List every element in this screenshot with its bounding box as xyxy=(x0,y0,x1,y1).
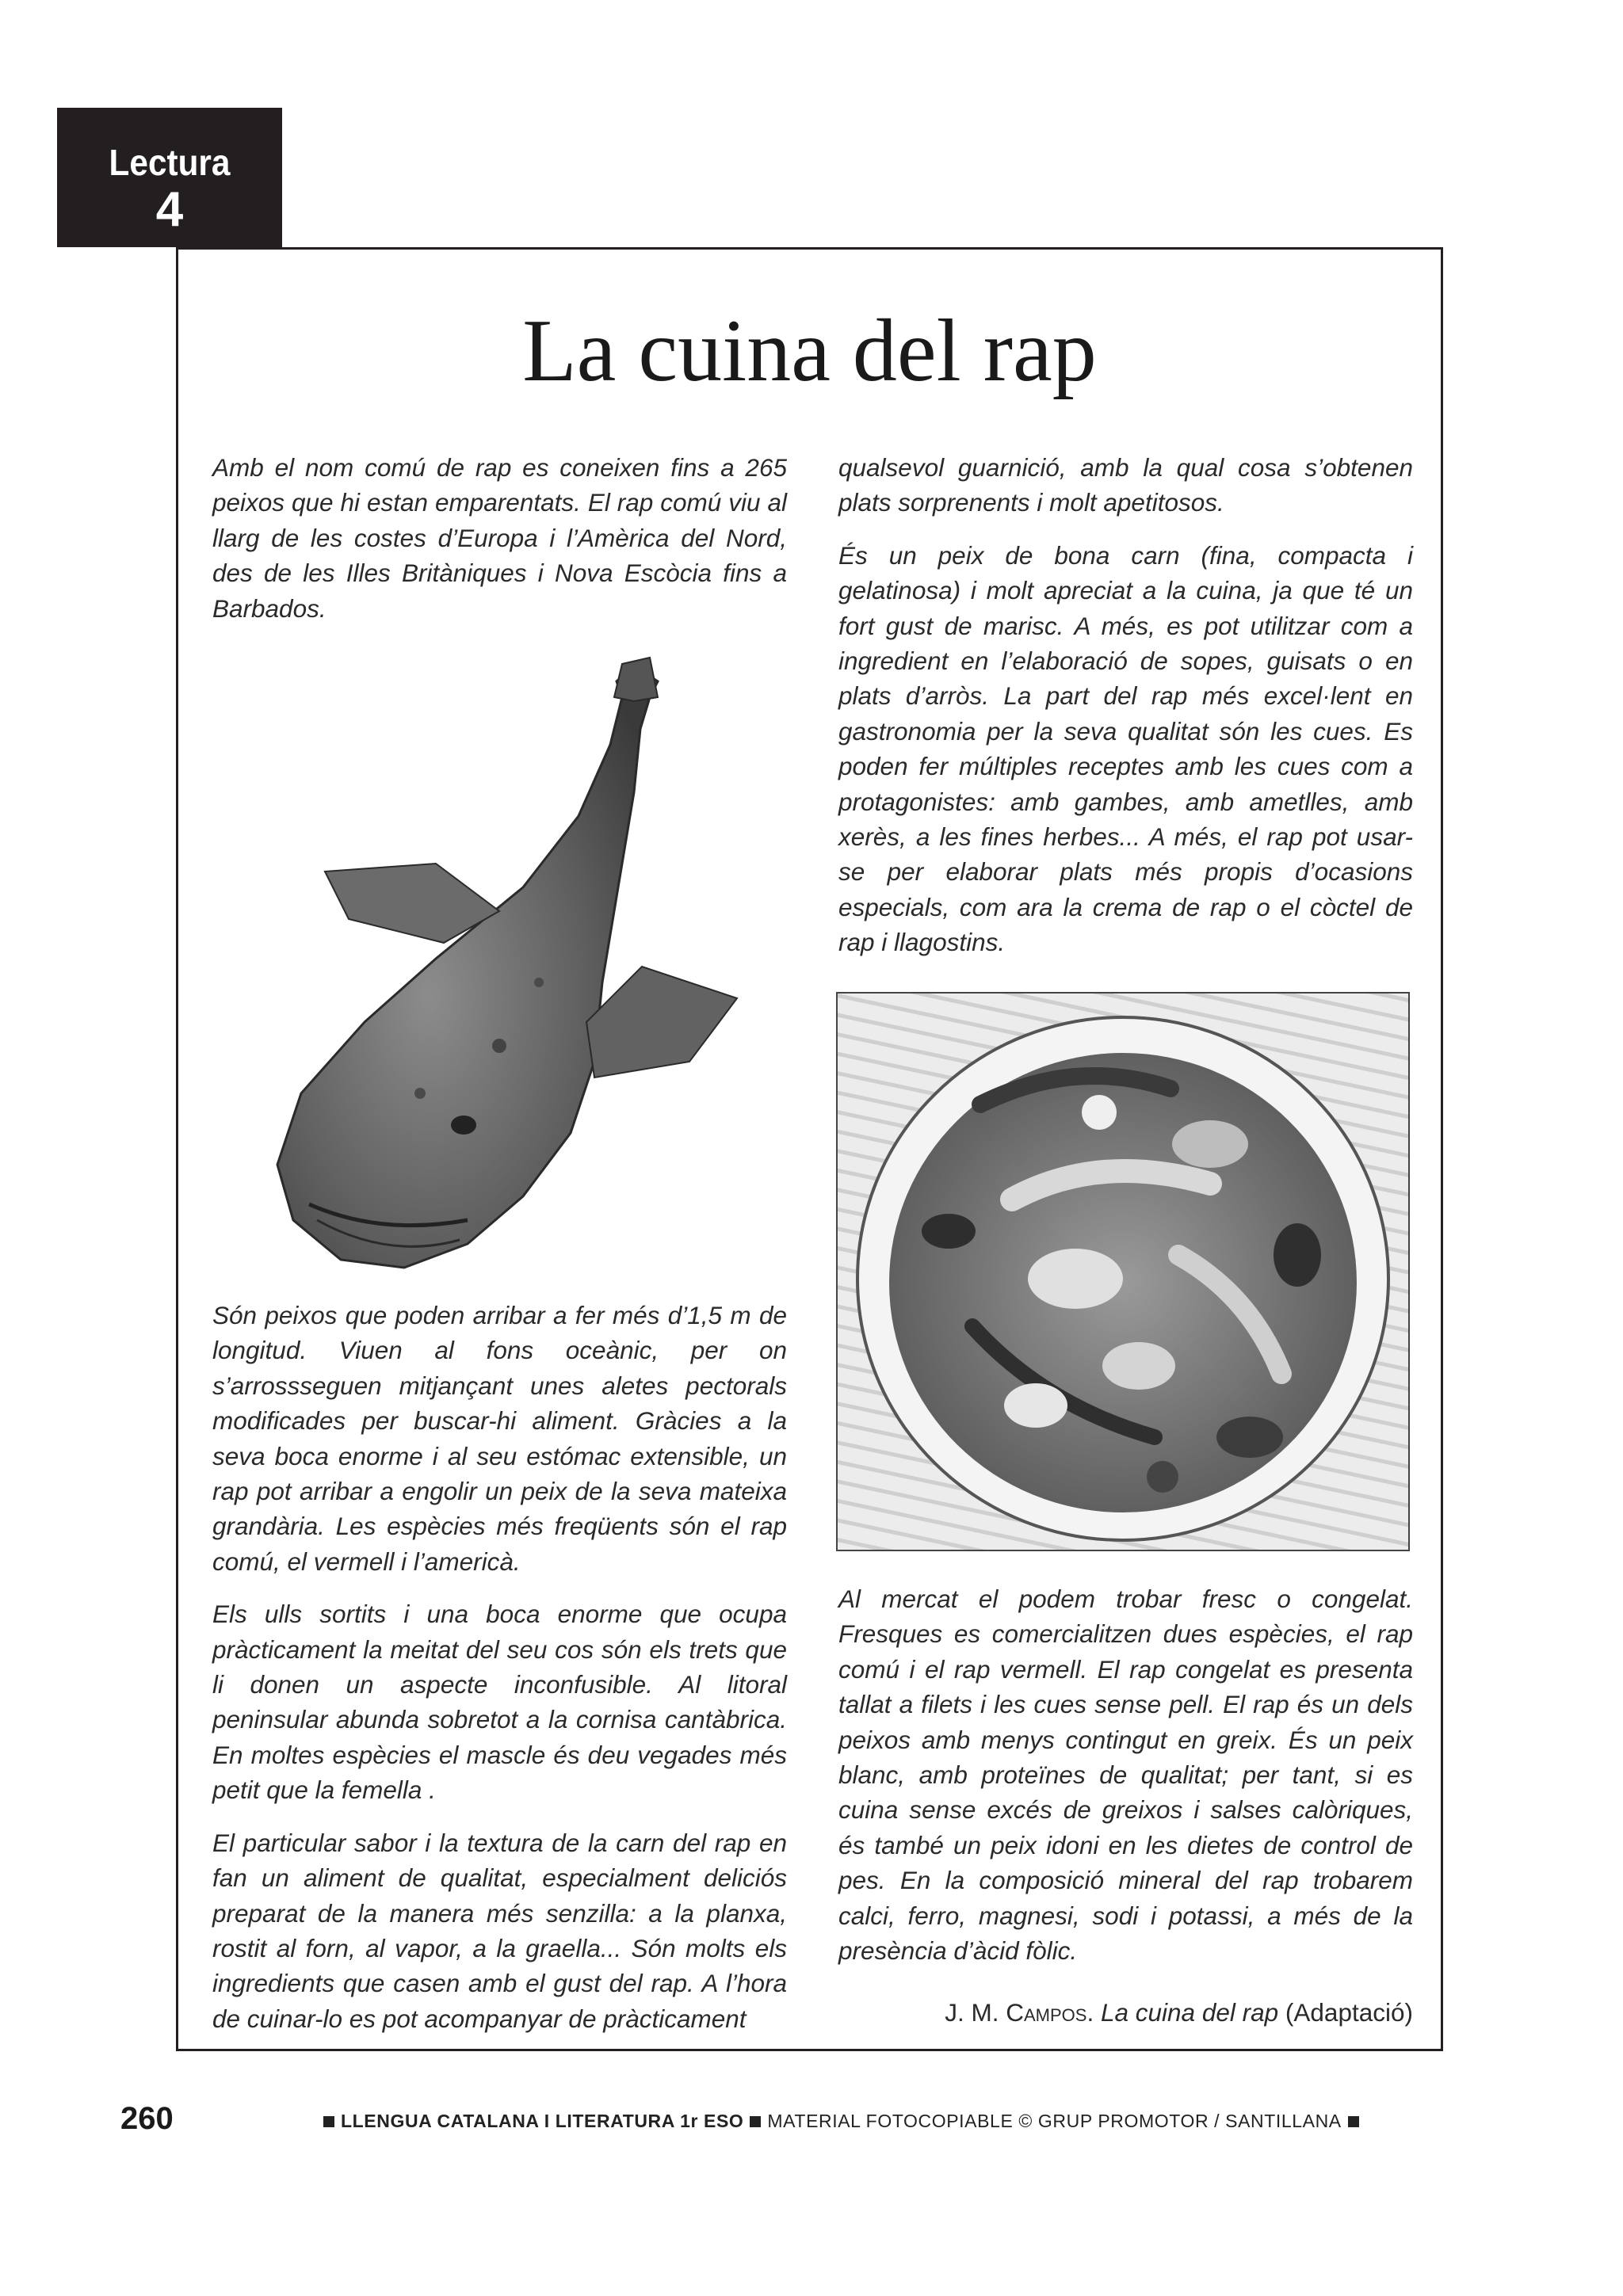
right-column-top xyxy=(838,450,1413,978)
right-column-bottom xyxy=(838,1581,1413,1985)
square-bullet-icon xyxy=(1348,2116,1359,2127)
page-title: La cuina del rap xyxy=(522,302,1097,400)
paragraph-intro: Amb el nom comú de rap es coneixen fins a 265 peixos que hi estan emparentats. El rap comú viu al llarg de les costes d’Europa i l’Amèrica del Nord, des de les Illes Britàniques i Nova Escòcia fins a Barbados. xyxy=(212,453,787,623)
footer-line xyxy=(317,2111,1365,2132)
left-column-top xyxy=(212,450,787,643)
attribution: J. M. Campos. La cuina del rap (Adaptació) xyxy=(945,1998,1413,2027)
adaptation-note: (Adaptació) xyxy=(1285,1998,1413,2027)
paragraph-garnish: qualsevol guarnició, amb la qual cosa s’obtenen plats sorprenents i molt apetitosos. xyxy=(838,453,1413,517)
section-number: 4 xyxy=(155,182,184,237)
page-number: 260 xyxy=(120,2101,174,2136)
paragraph-recipes: És un peix de bona carn (fina, compacta i gelatinosa) i molt apreciat a la cuina, ja que té un fort gust de marisc. A més, es pot utilitzar com a ingredient en l’elaboració de sopes, guisats o en plats d’arròs. La part del rap més excel·lent en gastronomia per la seva qualitat són les cues. Es poden fer múltiples receptes amb les cues com a protagonistes: amb gambes, amb ametlles, amb xerès, a les fines herbes... A més, el rap pot usar-se per elaborar plats més propis d’ocasions especials, com ara la crema de rap o el còctel de rap i llagostins. xyxy=(838,540,1413,957)
author-surname: Campos xyxy=(1006,1998,1087,2027)
seafood-dish-photo xyxy=(836,992,1410,1551)
left-column-bottom xyxy=(212,1298,787,2054)
paragraph-size: Són peixos que poden arribar a fer més d’1,5 m de longitud. Viuen al fons oceànic, per on s’arrossseguen mitjançant unes aletes pectorals modificades per buscar-hi aliment. Gràcies a la seva boca enorme i al seu estómac extensible, un rap pot arribar a engolir un peix de la seva mateixa grandària. Les espècies més freqüents són el rap comú, el vermell i l’americà. xyxy=(212,1301,787,1576)
paragraph-market: Al mercat el podem trobar fresc o congelat. Fresques es comercialitzen dues espècies, el rap comú i el rap vermell. El rap congelat es presenta tallat a filets i les cues sense pell. El rap és un dels peixos amb menys contingut en greix. És un peix blanc, amb proteïnes de qualitat; per tant, si es cuina sense excés de greixos i salses calòriques, és també un peix idoni en les dietes de control de pes. En la composició mineral del rap trobarem calci, ferro, magnesi, sodi i potassi, a més de la presència d’àcid fòlic. xyxy=(838,1585,1413,1966)
book-title: LLENGUA CATALANA I LITERATURA 1r ESO xyxy=(341,2111,744,2131)
square-bullet-icon xyxy=(323,2116,334,2127)
square-bullet-icon xyxy=(750,2116,761,2127)
paragraph-appearance: Els ulls sortits i una boca enorme que ocupa pràcticament la meitat del seu cos són els trets que li donen un aspecte inconfusible. Al litoral peninsular abunda sobretot a la cornisa cantàbrica. En moltes espècies el mascle és deu vegades més petit que la femella . xyxy=(212,1600,787,1805)
section-label: Lectura xyxy=(109,142,231,183)
monkfish-illustration xyxy=(262,650,769,1283)
author-initials: J. M. xyxy=(945,1998,999,2027)
source-title: La cuina del rap xyxy=(1100,1998,1279,2027)
section-tab xyxy=(57,108,282,247)
copyright-notice: MATERIAL FOTOCOPIABLE © GRUP PROMOTOR / SANTILLANA xyxy=(767,2111,1342,2131)
paragraph-flavour: El particular sabor i la textura de la carn del rap en fan un aliment de qualitat, especialment deliciós preparat de la manera més senzilla: a la planxa, rostit al forn, al vapor, a la graella... Són molts els ingredients que casen amb el gust del rap. A l’hora de cuinar-lo es pot acompanyar de pràcticament xyxy=(212,1828,787,2033)
